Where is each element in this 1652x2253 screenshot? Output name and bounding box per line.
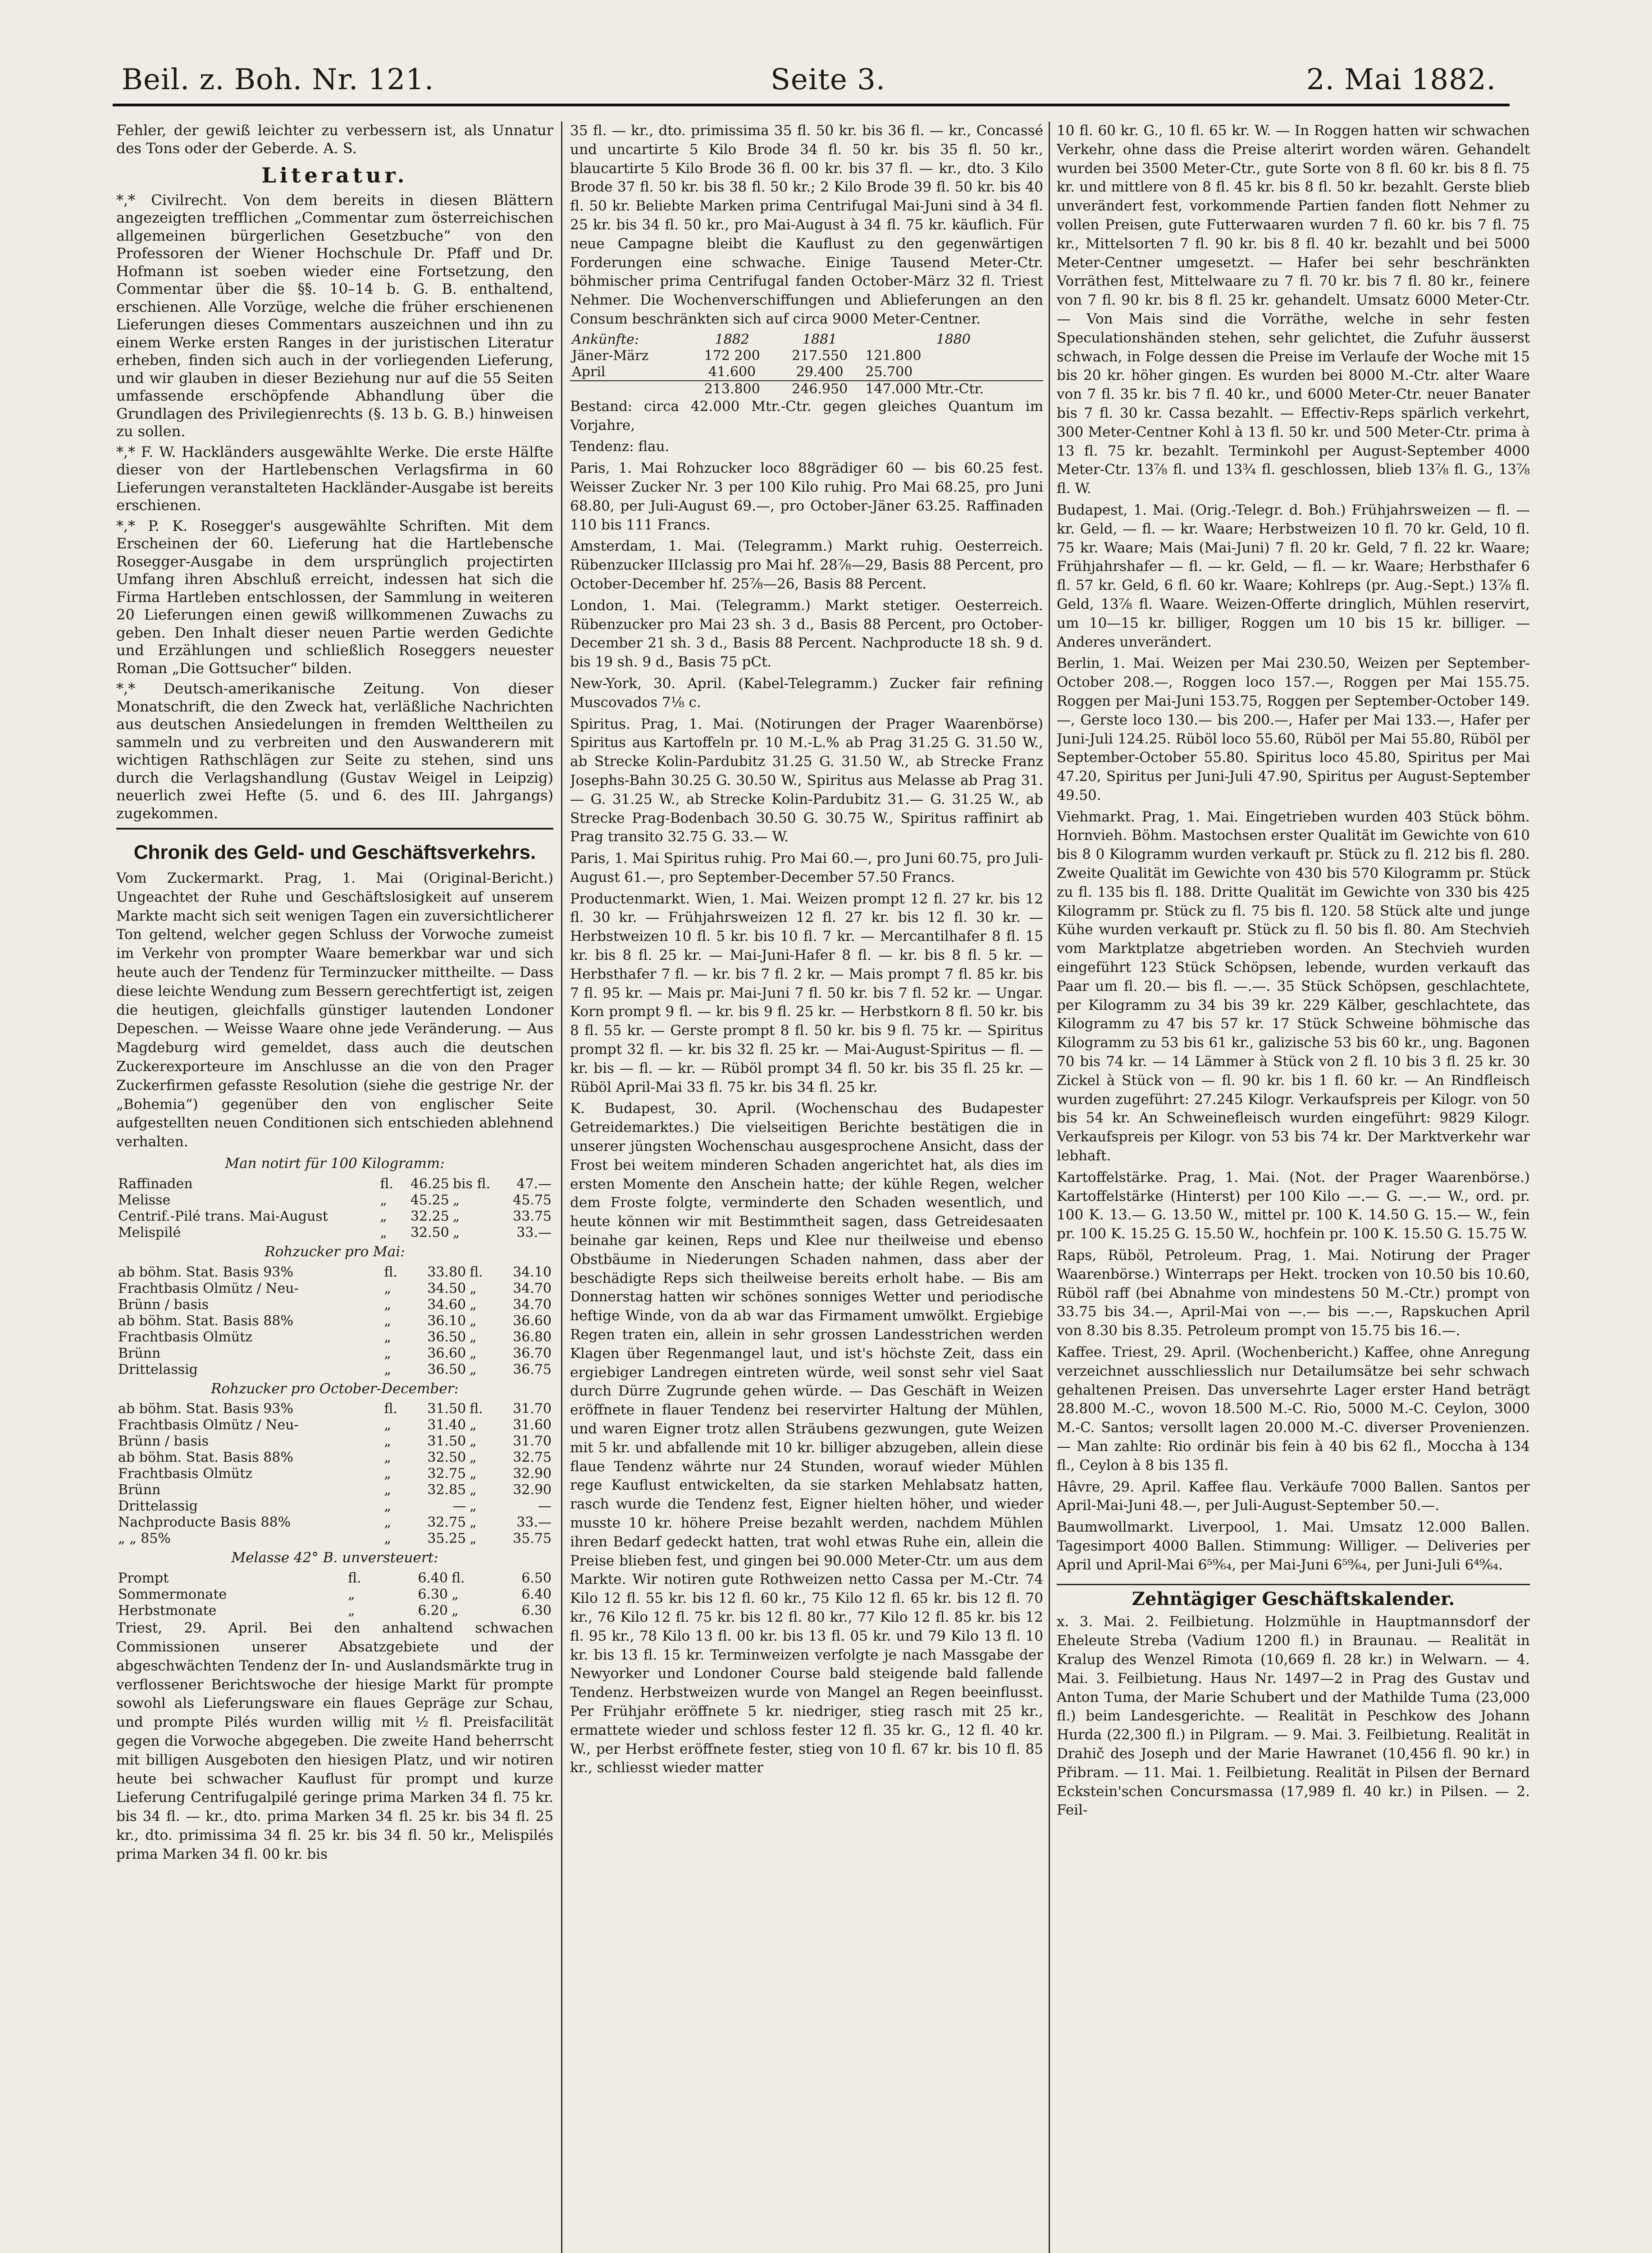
triest-report: Triest, 29. April. Bei den anhaltend schwachen Commissionen unserer Absatzgebiete und der abgeschwächten Tendenz der In- und Auslandsmärkte trug in verflossener Berichtswoche der hiesige Markt für prompte sowohl als Lieferungsware ein flaues Gepräge zur Schau, und prompte Pilés wurden willig mit ½ fl. Preisfacilität gegen die Vorwoche abgegeben. Die zweite Hand beherrscht mit billigen Ausgeboten den hiesigen Platz, und wir notiren heute bei schwacher Kauflust für prompt und kurze Lieferung Centrifugalpilé geringe prima Marken 34 fl. 75 kr. bis 34 fl. — kr., dto. prima Marken 34 fl. 25 kr. bis 34 fl. 25 kr., dto. primissima 34 fl. 25 kr. bis 34 fl. 50 kr., Melispilés prima Marken 34 fl. 00 kr. bis <box>116 1620 553 1862</box>
cell: Brünn <box>118 1482 161 1498</box>
cell: 31.50 <box>427 1433 466 1450</box>
cell: 47.— <box>516 1176 552 1192</box>
table-row <box>116 1281 553 1297</box>
cell: „ <box>384 1329 391 1345</box>
cell: „ <box>470 1313 477 1329</box>
cell: 32.85 <box>427 1482 466 1498</box>
kalender-text: x. 3. Mai. 2. Feilbietung. Holzmühle in Hauptmannsdorf der Eheleute Streba (Vadium 1200 fl.) in Braunau. — Realität in Kralup des Wenzel Rimota (10,669 fl. 28 kr.) in Welwarn. — 4. Mai. 3. Feilbietung. Haus Nr. 1497—2 in Prag des Gustav und Anton Tuma, der Marie Schubert und der Mathilde Tuma (23,000 fl.) beim Landesgerichte. — Realität in Peschkow des Johann Hurda (22,300 fl.) in Pilgram. — 9. Mai. 3. Feilbietung. Realität in Drahič des Joseph und der Marie Hawranet (10,456 fl. 90 kr.) in Přibram. — 11. Mai. 1. Feilbietung. Realität in Pilsen der Bernard Eckstein'schen Concursmassa (17,989 fl. 40 kr.) in Pilsen. — 2. Feil- <box>1057 1614 1530 1819</box>
triest-report-cont: 35 fl. — kr., dto. primissima 35 fl. 50 kr. bis 36 fl. — kr., Concassé und uncartirte 5 Kilo Brode 34 fl. 50 kr. bis 35 fl. 50 kr., blaucartirte 5 Kilo Brode 36 fl. 00 kr. bis 37 fl. — kr., dto. 3 Kilo Brode 37 fl. 50 kr. bis 38 fl. 50 kr.; 2 Kilo Brode 39 fl. 50 kr. bis 40 fl. 50 kr. Beliebte Marken prima Centrifugal Mai-Juni sind à 34 fl. 25 kr. bis 34 fl. 50 kr., pro Mai-August à 34 fl. 75 kr. käuflich. Für neue Campagne bleibt die Kauflust zu den gegenwärtigen Forderungen eine schwache. Einige Tausend Meter-Ctr. böhmischer prima Centrifugal fanden October-März 32 fl. Triest Nehmer. Die Wochenverschiffungen und Ablieferungen an den Consum beschränkten sich auf circa 9000 Meter-Centner. <box>570 123 1043 327</box>
amsterdam-zucker: Amsterdam, 1. Mai. (Telegramm.) Markt ruhig. Oesterreich. Rübenzucker IIIclassig pro Mai hf. 28⅞—29, Basis 88 Percent, pro October-December hf. 25⅞—26, Basis 88 Percent. <box>570 538 1043 592</box>
cell: 45.75 <box>513 1192 552 1208</box>
cell: 32.75 <box>427 1514 466 1531</box>
cell: „ <box>384 1466 391 1482</box>
table-row <box>570 348 1043 364</box>
table-row <box>116 1570 553 1587</box>
zucker-report: Vom Zuckermarkt. Prag, 1. Mai (Original-Bericht.) Ungeachtet der Ruhe und Geschäftslosigkeit auf unserem Markte macht sich seit wenigen Tagen ein zuversichtlicherer Ton geltend, welcher gegen Schluss der Vorwoche zumeist im Verkehr von prompter Waare bemerkbar war und sich heute auch der Tendenz für Terminzucker mittheilte. — Dass diese leichte Wendung zum Bessern gerechtfertigt ist, zeigen die heutigen, gleichfalls günstiger lautenden Londoner Depeschen. — Weisse Waare ohne jede Veränderung. — Aus Magdeburg wird gemeldet, dass auch die deutschen Zuckerexporteure im Anschlusse an die von den Prager Zuckerfirmen gefasste Resolution (siehe die gestrige Nr. der „Bohemia“) gegenüber den von englischer Seite aufgestellten neuen Conditionen sich entschieden ablehnend verhalten. <box>116 870 553 1150</box>
cell: „ „ 85% <box>118 1531 171 1547</box>
table-row <box>116 1362 553 1378</box>
cell: 32.50 <box>427 1450 466 1466</box>
cell: Drittelassig <box>118 1361 198 1377</box>
cell: 213.800 <box>704 381 760 397</box>
cell: 34.70 <box>513 1296 552 1313</box>
cell: Drittelassig <box>118 1498 198 1514</box>
cell: „ <box>470 1296 477 1313</box>
table-row <box>116 1401 553 1417</box>
cell: „ <box>380 1224 387 1241</box>
table-row <box>116 1482 553 1498</box>
cell: „ <box>470 1466 477 1482</box>
cell: fl. <box>380 1176 393 1192</box>
cell: 34.60 <box>427 1296 466 1313</box>
cell: 6.40 <box>418 1570 448 1587</box>
cell: ab böhm. Stat. Basis 93% <box>118 1401 293 1417</box>
cell: „ <box>451 1587 459 1603</box>
column-divider <box>561 122 562 2253</box>
cell: April <box>572 364 606 380</box>
cell: 1880 <box>936 331 971 347</box>
cell: „ <box>384 1280 391 1296</box>
cell: ab böhm. Stat. Basis 88% <box>118 1450 293 1466</box>
cell: Melisse <box>118 1192 171 1208</box>
raps-report: Raps, Rüböl, Petroleum. Prag, 1. Mai. Notirung der Prager Waarenbörse.) Winterraps per Hekt. trocken von 10.50 bis 10.60, Rüböl raff (bei Abnahme von mindestens 50 M.-Ctr.) prompt von 33.75 bis 34.—, April-Mai von —.— bis —.—, Rapskuchen April von 8.30 bis 8.35. Petroleum prompt von 15.75 bis 16.—. <box>1057 1247 1530 1339</box>
cell: 6.20 <box>418 1603 448 1619</box>
cell: Brünn / basis <box>118 1296 209 1313</box>
price-table-raffinaden <box>116 1176 553 1241</box>
cell: 31.70 <box>513 1401 552 1417</box>
cell: „ <box>348 1603 355 1619</box>
cell: „ <box>384 1417 391 1433</box>
bestand-text: Bestand: circa 42.000 Mtr.-Ctr. gegen gleiches Quantum im Vorjahre, <box>570 398 1043 433</box>
cell: Brünn <box>118 1345 161 1361</box>
cell: „ <box>384 1450 391 1466</box>
cell: 46.25 <box>410 1176 449 1192</box>
cell: „ <box>470 1345 477 1361</box>
havre-report: Hâvre, 29. April. Kaffee flau. Verkäufe 7000 Ballen. Santos per April-Mai-Juni 48.—, per Juli-August-September 50.—. <box>1057 1478 1530 1514</box>
column-2 <box>570 122 1043 2253</box>
cell: „ <box>384 1498 391 1514</box>
cell: „ <box>348 1587 355 1603</box>
cell: 36.10 <box>427 1313 466 1329</box>
cell: 35.25 <box>427 1531 466 1547</box>
table-row <box>570 364 1043 381</box>
cell: 36.60 <box>513 1313 552 1329</box>
cell: 33.80 <box>427 1264 466 1280</box>
cell: Herbstmonate <box>118 1603 217 1619</box>
london-zucker: London, 1. Mai. (Telegramm.) Markt stetiger. Oesterreich. Rübenzucker pro Mai 23 sh. 3 d., Basis 88 Percent, pro October-December 21 sh. 3 d., Basis 88 Percent. Nachproducte 18 sh. 9 d. bis 19 sh. 9 d., Basis 75 pCt. <box>570 597 1043 670</box>
price-table-rohzucker-mai <box>116 1264 553 1378</box>
table-row <box>116 1433 553 1450</box>
cell: 33.— <box>516 1224 552 1241</box>
cell: „ <box>384 1514 391 1531</box>
section-heading-kalender: Zehntägiger Geschäftskalender. <box>1057 1584 1530 1609</box>
cell: 32.50 <box>410 1224 449 1241</box>
paris-zucker: Paris, 1. Mai Rohzucker loco 88grädiger 60 — bis 60.25 fest. Weisser Zucker Nr. 3 per 100 Kilo ruhig. Pro Mai 68.25, pro Juni 68.80, per Juli-August 69.—, pro October-Jäner 63.25. Raffinaden 110 bis 111 Francs. <box>570 460 1043 533</box>
cell: 36.60 <box>427 1345 466 1361</box>
cell: 31.70 <box>513 1433 552 1450</box>
cell: „ <box>451 1603 459 1619</box>
table-row <box>116 1209 553 1225</box>
cell: „ <box>470 1433 477 1450</box>
cell: Prompt <box>118 1570 169 1587</box>
cell: 32.75 <box>427 1466 466 1482</box>
cell: 32.90 <box>513 1466 552 1482</box>
cell: „ <box>470 1514 477 1531</box>
cell: 121.800 <box>865 347 922 364</box>
cell: 36.75 <box>513 1361 552 1377</box>
cell: 34.50 <box>427 1280 466 1296</box>
price-subhead: Melasse 42° B. unversteuert: <box>231 1550 438 1566</box>
table-header-row <box>570 332 1043 348</box>
table-row <box>116 1466 553 1482</box>
cell: „ <box>452 1208 460 1224</box>
cell: 33.75 <box>513 1208 552 1224</box>
cell: 147.000 Mtr.-Ctr. <box>865 381 984 397</box>
table-row <box>116 1603 553 1619</box>
arrivals-table <box>570 332 1043 397</box>
table-row <box>116 1264 553 1281</box>
cell: „ <box>384 1313 391 1329</box>
cell: „ <box>384 1345 391 1361</box>
cell: fl. <box>348 1570 361 1587</box>
cell: „ <box>470 1498 477 1514</box>
cell: „ <box>452 1224 460 1241</box>
cell: Ankünfte: <box>572 331 639 347</box>
table-row <box>116 1514 553 1531</box>
cell: fl. <box>451 1570 465 1587</box>
lit-item: *,* Civilrecht. Von dem bereits in diesen Blättern angezeigten trefflichen „Commentar zum österreichischen allgemeinen bürgerlichen Gesetzbuche“ von den Professoren der Wiener Hochschule Dr. Pfaff und Dr. Hofmann ist soeben wieder eine Fortsetzung, den Commentar über die §§. 10–14 b. G. B. enthaltend, erschienen. Alle Vorzüge, welche die früher erschienenen Lieferungen dieses Commentars auszeichnen und ihn zu einem Werke ersten Ranges in der juristischen Literatur erheben, finden sich auch in der vorliegenden Lieferung, und wir glauben in dieser Beziehung nur auf die 55 Seiten umfassende erschöpfende Abhandlung über die Grundlagen des Privilegienrechts (§. 13 b. G. B.) hinweisen zu sollen. <box>116 191 553 440</box>
kaffee-report: Kaffee. Triest, 29. April. (Wochenbericht.) Kaffee, ohne Anregung verzeichnet ausschliesslich nur Detailumsätze bei sehr schwach gehaltenen Preisen. Das unversehrte Lager erster Hand beträgt 28.800 M.-C., wovon 18.500 M.-C. Rio, 5000 M.-C. Ceylon, 3000 M.-C. Santos; versollt lagen 20.000 M.-C. diverser Provenienzen. — Man zahlte: Rio ordinär bis fein à 40 bis 62 fl., Moccha à 134 fl., Ceylon à 8 bis 135 fl. <box>1057 1344 1530 1473</box>
section-heading-literatur: Literatur. <box>261 163 408 187</box>
table-row <box>116 1498 553 1514</box>
cell: „ <box>470 1417 477 1433</box>
lit-item: *,* P. K. Rosegger's ausgewählte Schriften. Mit dem Erscheinen der 60. Lieferung hat die Hartlebensche Rosegger-Ausgabe in dem ursprünglich projectirten Umfang ihren Abschluß erreicht, indessen hat sich die Firma Hartleben entschlossen, der Sammlung in weiteren 20 Lieferungen einen gewiß willkommenen Zuwachs zu geben. Den Inhalt dieser neuen Partie werden Gedichte und Erzählungen und schließlich Roseggers neuester Roman „Die Gottsucher“ bilden. <box>116 517 553 677</box>
cell: 45.25 <box>410 1192 449 1208</box>
table-row <box>116 1345 553 1362</box>
cell: 31.40 <box>427 1417 466 1433</box>
viehmarkt-report: Viehmarkt. Prag, 1. Mai. Eingetrieben wurden 403 Stück böhm. Hornvieh. Böhm. Mastochsen erster Qualität im Gewichte von 610 bis 8 0 Kilogramm wurden verkauft pr. Stück zu fl. 212 bis fl. 280. Zweite Qualität im Gewichte von 430 bis 570 Kilogramm pr. Stück zu fl. 135 bis fl. 188. Dritte Qualität im Gewichte von 330 bis 425 Kilogramm pr. Stück zu fl. 75 bis fl. 120. 58 Stück alte und junge Kühe wurden verkauft pr. Stück zu fl. 50 bis fl. 80. Am Stechvieh vom Marktplatze abgetrieben worden. An Stechvieh wurden eingeführt 123 Stück Schöpsen, lebende, wurden verkauft das Paar um fl. 20.— bis fl. —.—. 35 Stück Schöpsen, geschlachtete, per Kilogramm zu 34 bis 39 kr. 229 Kälber, geschlachtete, das Kilogramm zu 47 bis 57 kr. 17 Stück Schweine böhmische das Kilogramm zu 53 bis 61 kr., galizische 53 bis 60 kr., ung. Bagonen 70 bis 74 kr. — 14 Lämmer à Stück von 2 fl. 10 bis 3 fl. 25 kr. 30 Zickel à Stück von — fl. 90 kr. bis 1 fl. 60 kr. — An Rindfleisch wurden zugeführt: 27.245 Kilogr. Verkaufspreis per Kilogr. von 50 bis 54 kr. An Schweinefleisch wurden eingeführt: 9829 Kilogr. Verkaufspreis per Kilogr. von 53 bis 74 kr. Der Marktverkehr war lebhaft. <box>1057 808 1530 1164</box>
cell: „ <box>380 1208 387 1224</box>
section-rule <box>116 828 553 830</box>
cell: 31.50 <box>427 1401 466 1417</box>
budapest-report: K. Budapest, 30. April. (Wochenschau des Budapester Getreidemarktes.) Die vielseitigen Berichte bestätigen die in unserer jüngsten Wochenschau ausgesprochene Ansicht, dass der Frost bei weitem minderen Schaden angerichtet hat, als dies im ersten Momente den Anschein hatte; der kühle Regen, welcher dem Froste folgte, verminderte den Schaden wesentlich, und heute können wir mit Bestimmtheit sagen, dass Getreidesaaten beinahe gar keinen, Reps und Klee nur theilweise und ebenso Obstbäume in Niederungen Schaden nahmen, dass aber der beschädigte Reps sich theilweise bereits erholt habe. — Bis am Donnerstag hatten wir schönes sonniges Wetter und periodische heftige Winde, von da ab war das Firmament umwölkt. Ergiebige Regen traten ein, allein in sehr grossen Landesstrichen werden Klagen über Regenmangel laut, und ist's höchste Zeit, dass ein ergiebiger Landregen eintreten würde, weil sonst sehr viel Saat durch Dürre Zugrunde gehen würde. — Das Geschäft in Weizen eröffnete in flauer Tendenz bei reservirter Haltung der Mühlen, und waren Eigner trotz allen Sträubens gezwungen, gute Weizen mit 5 kr. und abfallende mit 10 kr. billiger abzugeben, allein diese flaue Tendenz währte nur 24 Stunden, worauf wieder Mühlen rege Kauflust entwickelten, da sie starken Mehlabsatz hatten, rasch wurde die Tendenz fest, Eigner hielten höher, und wieder musste 10 kr. höhere Preise bezahlt werden, nachdem Mühlen ihren Bedarf gedeckt hatten, trat wohl etwas Ruhe ein, allein die Preise blieben fest, und gingen bei 90.000 Meter-Ctr. um aus dem Markte. Wir notiren gute Rothweizen netto Cassa per M.-Ctr. 74 Kilo 12 fl. 55 kr. bis 12 fl. 60 kr., 75 Kilo 12 fl. 65 kr. bis 12 fl. 70 kr., 76 Kilo 12 fl. 75 kr. bis 12 fl. 80 kr., 77 Kilo 12 fl. 85 kr. bis 12 fl. 95 kr., 78 Kilo 13 fl. 00 kr. bis 13 fl. 05 kr. und 79 Kilo 13 fl. 10 kr. bis 13 fl. 15 kr. Terminweizen verfolgte je nach Massgabe der Newyorker und Londoner Course bald steigende bald fallende Tendenz. Herbstweizen wurde von Mangel an Regen beeinflusst. Per Frühjahr eröffnete 5 kr. niedriger, stieg rasch mit 25 kr., ermattete wieder und schloss fester 12 fl. 35 kr. G., 12 fl. 40 kr. W., per Herbst eröffnete fester, stieg von 10 fl. 67 kr. bis 10 fl. 85 kr., schliesst wieder matter <box>570 1100 1043 1776</box>
cell: 1882 <box>715 331 749 347</box>
cell: Frachtbasis Olmütz <box>118 1466 253 1482</box>
budapest-report-cont: 10 fl. 60 kr. G., 10 fl. 65 kr. W. — In Roggen hatten wir schwachen Verkehr, ohne dass die Preise alterirt worden wären. Gehandelt wurden bei 3500 Meter-Ctr., gute Sorte von 8 fl. 60 kr. bis 8 fl. 75 kr. und mittlere von 8 fl. 45 kr. bis 8 fl. 50 kr. bezahlt. Gerste blieb unverändert fest, vorkommende Partien fanden flott Nehmer zu vollen Preisen, gute Futterwaaren wurden 7 fl. 60 kr. bis 7 fl. 75 kr., Mittelsorten 7 fl. 90 kr. bis 8 fl. 40 kr. bezahlt und bei 5000 Meter-Centner umgesetzt. — Hafer bei sehr beschränkten Vorräthen fest, Mittelwaare zu 7 fl. 70 kr. bis 7 fl. 80 kr., feinere von 7 fl. 90 kr. bis 8 fl. 25 kr. gehandelt. Umsatz 6000 Meter-Ctr. — Von Mais sind die Vorräthe, welche in sehr festen Speculationshänden stehen, sehr gelichtet, die Zufuhr äusserst schwach, in Folge dessen die Preise im Verlaufe der Woche mit 15 bis 20 kr. höher gingen. Es wurden bei 8000 M.-Ctr. alter Waare von 7 fl. 35 kr. bis 7 fl. 40 kr., und 6000 Meter-Ctr. neuer Banater bis 7 fl. 30 kr. Cassa bezahlt. — Effectiv-Reps spärlich verkehrt, 300 Meter-Centner Kohl à 13 fl. 50 kr. und 500 Meter-Ctr. prima à 13 fl. 75 kr. bezahlt. Terminkohl per August-September 4000 Meter-Ctr. 13⅞ fl. und 13¾ fl. geschlossen, blieb 13⅞ fl. G., 13⅞ fl. W. <box>1057 123 1530 497</box>
cell: 41.600 <box>708 364 756 380</box>
cell: 31.60 <box>513 1417 552 1433</box>
cell: 32.90 <box>513 1482 552 1498</box>
cell: Frachtbasis Olmütz <box>118 1329 253 1345</box>
cell: 32.25 <box>410 1208 449 1224</box>
cell: 36.70 <box>513 1345 552 1361</box>
column-3 <box>1057 122 1530 2253</box>
price-subhead: Rohzucker pro October-December: <box>211 1380 459 1397</box>
cell: „ <box>452 1192 460 1208</box>
issue-label: Beil. z. Boh. Nr. 121. <box>122 63 434 96</box>
cell: 25.700 <box>865 364 913 380</box>
cell: „ <box>384 1531 391 1547</box>
table-row <box>116 1297 553 1313</box>
kartoffelstaerke-report: Kartoffelstärke. Prag, 1. Mai. (Not. der Prager Waarenbörse.) Kartoffelstärke (Hinterst) per 100 Kilo —.— G. —.— W., ord. pr. 100 K. 13.— G. 13.50 W., mittel pr. 100 K. 14.50 G. 15.— W., fein pr. 100 K. 15.25 G. 15.50 W., hochfein pr. 100 K. 15.50 G. 15.75 W. <box>1057 1169 1530 1242</box>
cell: „ <box>470 1361 477 1377</box>
cell: 246.950 <box>792 381 848 397</box>
table-row <box>116 1450 553 1466</box>
cell: Frachtbasis Olmütz / Neu- <box>118 1280 299 1296</box>
spiritus-report: Spiritus. Prag, 1. Mai. (Notirungen der Prager Waarenbörse) Spiritus aus Kartoffeln pr. 10 M.-L.% ab Prag 31.25 G. 31.50 W., ab Strecke Kolin-Pardubitz 31.25 G. 31.50 W., ab Strecke Franz Josephs-Bahn 30.25 G. 30.50 W., Spiritus aus Melasse ab Prag 31.— G. 31.25 W., ab Strecke Kolin-Pardubitz 31.— G. 31.25 W., ab Strecke Prag-Bodenbach 30.50 G. 30.75 W., Spiritus raffinirt ab Prag transito 32.75 G. 33.— W. <box>570 716 1043 845</box>
lit-item: *,* Deutsch-amerikanische Zeitung. Von dieser Monatschrift, die den Zweck hat, verläßliche Nachrichten aus deutschen Ansiedelungen in fremden Welttheilen zu sammeln und zu verbreiten und den Auswanderern mit wichtigen Rathschlägen zur Seite zu stehen, sind uns durch die Verlagshandlung (Gustav Weigel in Leipzig) neuerlich zwei Hefte (5. und 6. des III. Jahrgangs) zugekommen. <box>116 680 553 822</box>
table-row <box>116 1531 553 1547</box>
cell: „ <box>470 1329 477 1345</box>
price-table-melasse <box>116 1570 553 1619</box>
cell: 35.75 <box>513 1531 552 1547</box>
cell: 32.75 <box>513 1450 552 1466</box>
cell: Raffinaden <box>118 1176 193 1192</box>
cell: Sommermonate <box>118 1587 227 1603</box>
lit-item: *,* F. W. Hackländers ausgewählte Werke. Die erste Hälfte dieser von der Hartlebenschen Verlagsfirma in 60 Lieferungen veranstalteten Hackländer-Ausgabe ist bereits erschienen. <box>116 443 553 514</box>
cell: fl. <box>384 1401 397 1417</box>
cell: ab böhm. Stat. Basis 93% <box>118 1264 293 1280</box>
cell: — <box>452 1498 466 1514</box>
table-row <box>116 1225 553 1241</box>
cell: 6.30 <box>521 1603 552 1619</box>
cell: 1881 <box>802 331 837 347</box>
cell: 29.400 <box>796 364 844 380</box>
table-row <box>570 381 1043 397</box>
cell: Brünn / basis <box>118 1433 209 1450</box>
cell: 6.30 <box>418 1587 448 1603</box>
cell: „ <box>470 1280 477 1296</box>
cell: 36.50 <box>427 1329 466 1345</box>
cell: Jäner-März <box>572 347 649 364</box>
column-divider <box>1049 122 1050 2253</box>
cell: Centrif.-Pilé trans. Mai-August <box>118 1208 328 1224</box>
cell <box>570 381 688 397</box>
cell: „ <box>470 1531 477 1547</box>
price-subhead: Man notirt für 100 Kilogramm: <box>225 1155 445 1172</box>
cell: „ <box>470 1482 477 1498</box>
cell: 36.80 <box>513 1329 552 1345</box>
cell: „ <box>384 1433 391 1450</box>
cell: 6.50 <box>521 1570 552 1587</box>
cell: „ <box>470 1450 477 1466</box>
table-row <box>116 1417 553 1433</box>
newyork-zucker: New-York, 30. April. (Kabel-Telegramm.) Zucker fair refining Muscovados 7⅛ c. <box>570 675 1043 711</box>
section-heading-chronik: Chronik des Geld- und Geschäftsverkehrs. <box>133 841 536 864</box>
budapest-telegram: Budapest, 1. Mai. (Orig.-Telegr. d. Boh.) Frühjahrsweizen — fl. — kr. Geld, — fl. — kr. Waare; Herbstweizen 10 fl. 70 kr. Geld, 10 fl. 75 kr. Waare; Mais (Mai-Juni) 7 fl. 20 kr. Geld, 7 fl. 22 kr. Waare; Frühjahrshafer — fl. — kr. Geld, — fl. — kr. Waare; Herbsthafer 6 fl. 57 kr. Geld, 6 fl. 60 kr. Waare; Kohlreps (pr. Aug.-Sept.) 13⅞ fl. Geld, 13⅞ fl. Waare. Weizen-Offerte dringlich, Mühlen reservirt, um 10—15 kr. billiger, Roggen um 10 bis 15 kr. billiger. — Anderes unverändert. <box>1057 502 1530 650</box>
cell: 217.550 <box>792 347 848 364</box>
cell: ab böhm. Stat. Basis 88% <box>118 1313 293 1329</box>
cell: 36.50 <box>427 1361 466 1377</box>
cell: Frachtbasis Olmütz / Neu- <box>118 1417 299 1433</box>
paris-spiritus: Paris, 1. Mai Spiritus ruhig. Pro Mai 60.—, pro Juni 60.75, pro Juli-August 61.—, pro September-December 57.50 Francs. <box>570 850 1043 885</box>
cell: fl. <box>470 1264 483 1280</box>
price-table-rohzucker-oct <box>116 1401 553 1547</box>
cell: fl. <box>384 1264 397 1280</box>
cell: 6.40 <box>521 1587 552 1603</box>
header-rule <box>113 104 1510 106</box>
cell: 34.10 <box>513 1264 552 1280</box>
cell: Melispilé <box>118 1224 181 1241</box>
cell: „ <box>380 1192 387 1208</box>
intro-paragraph: Fehler, der gewiß leichter zu verbessern ist, als Unnatur des Tons oder der Geberde. A. S. <box>116 122 553 157</box>
cell: „ <box>384 1482 391 1498</box>
column-1 <box>116 122 553 2253</box>
table-row <box>116 1587 553 1603</box>
baumwolle-report: Baumwollmarkt. Liverpool, 1. Mai. Umsatz 12.000 Ballen. Tagesimport 4000 Ballen. Stimmung: Williger. — Deliveries per April und April-Mai 6⁵⁹⁄₆₄, per Mai-Juni 6⁵⁹⁄₆₄, per Juni-Juli 6⁴⁹⁄₆₄. <box>1057 1519 1530 1573</box>
cell: „ <box>384 1361 391 1377</box>
table-row <box>116 1313 553 1329</box>
cell: 172 200 <box>704 347 760 364</box>
table-row <box>116 1176 553 1192</box>
cell: fl. <box>470 1401 483 1417</box>
price-subhead: Rohzucker pro Mai: <box>265 1243 405 1260</box>
cell: — <box>538 1498 552 1514</box>
table-row <box>116 1329 553 1345</box>
issue-date: 2. Mai 1882. <box>1306 63 1496 96</box>
productenmarkt-report: Productenmarkt. Wien, 1. Mai. Weizen prompt 12 fl. 27 kr. bis 12 fl. 30 kr. — Frühjahrsweizen 12 fl. 27 kr. bis 12 fl. 30 kr. — Herbstweizen 10 fl. 5 kr. bis 10 fl. 7 kr. — Mercantilhafer 8 fl. 15 kr. bis 8 fl. 25 kr. — Mai-Juni-Hafer 8 fl. — kr. bis 8 fl. 5 kr. — Herbsthafer 7 fl. — kr. bis 7 fl. 2 kr. — Mais prompt 7 fl. 85 kr. bis 7 fl. 95 kr. — Mais pr. Mai-Juni 7 fl. 50 kr. bis 7 fl. 52 kr. — Ungar. Korn prompt 9 fl. — kr. bis 9 fl. 25 kr. — Herbstkorn 8 fl. 50 kr. bis 8 fl. 55 kr. — Gerste prompt 8 fl. 50 kr. bis 9 fl. 75 kr. — Spiritus prompt 32 fl. — kr. bis 32 fl. 25 kr. — Mai-August-Spiritus — fl. — kr. bis — fl. — kr. — Rüböl prompt 34 fl. 50 kr. bis 35 fl. 25 kr. — Rüböl April-Mai 33 fl. 75 kr. bis 34 fl. 25 kr. <box>570 890 1043 1095</box>
cell: 33.— <box>516 1514 552 1531</box>
cell: 34.70 <box>513 1280 552 1296</box>
cell: Nachproducte Basis 88% <box>118 1514 291 1531</box>
berlin-report: Berlin, 1. Mai. Weizen per Mai 230.50, Weizen per September-October 208.—, Roggen loco 157.—, Roggen per Mai 155.75. Roggen per Mai-Juni 153.75, Roggen per September-October 149.—, Gerste loco 130.— bis 200.—, Hafer per Mai 133.—, Hafer per Juni-Juli 124.25. Rüböl loco 55.60, Rüböl per Mai 55.80, Rüböl per September-October 55.80. Spiritus loco 45.80, Spiritus per Mai 47.20, Spiritus per Juni-Juli 47.90, Spiritus per August-September 49.50. <box>1057 655 1530 803</box>
page-number: Seite 3. <box>771 63 886 96</box>
cell: bis fl. <box>452 1176 490 1192</box>
table-row <box>116 1192 553 1209</box>
cell: „ <box>384 1296 391 1313</box>
page-header <box>122 59 1496 108</box>
tendenz-text: Tendenz: flau. <box>570 438 670 455</box>
